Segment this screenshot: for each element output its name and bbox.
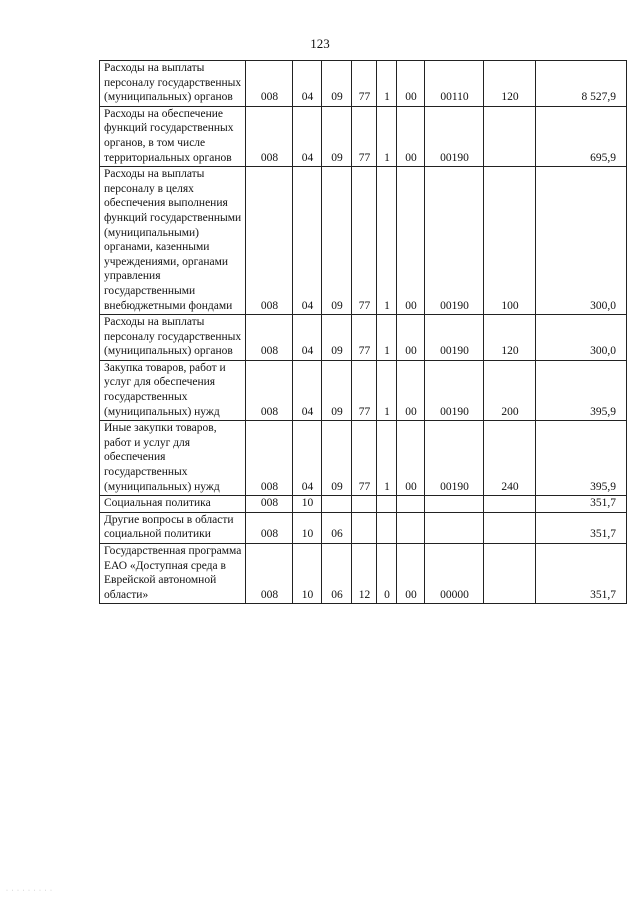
- cell-program: 77: [352, 421, 377, 496]
- cell-activity: 00: [397, 544, 425, 604]
- cell-pr: 09: [322, 167, 352, 315]
- cell-direction: 00190: [425, 421, 484, 496]
- cell-ved: 008: [246, 544, 293, 604]
- table-row: [100, 421, 627, 496]
- cell-amount: 695,9: [536, 106, 627, 166]
- cell-program: 77: [352, 61, 377, 107]
- cell-program: 77: [352, 315, 377, 361]
- cell-ved: 008: [246, 315, 293, 361]
- cell-pr: 09: [322, 421, 352, 496]
- cell-vr: 200: [484, 360, 536, 420]
- cell-subprogram: 1: [377, 167, 397, 315]
- cell-vr: [484, 544, 536, 604]
- cell-rz: 04: [293, 315, 322, 361]
- cell-program: 77: [352, 167, 377, 315]
- cell-direction: [425, 512, 484, 543]
- cell-amount: 300,0: [536, 315, 627, 361]
- cell-pr: 09: [322, 315, 352, 361]
- cell-pr: 06: [322, 512, 352, 543]
- cell-vr: 120: [484, 315, 536, 361]
- cell-amount: 351,7: [536, 544, 627, 604]
- cell-program: 77: [352, 360, 377, 420]
- cell-subprogram: [377, 496, 397, 513]
- row-name: Расходы на выплаты персоналу государственных (муниципальных) органов: [100, 315, 246, 361]
- cell-vr: [484, 512, 536, 543]
- cell-activity: [397, 512, 425, 543]
- cell-ved: 008: [246, 61, 293, 107]
- cell-rz: 04: [293, 360, 322, 420]
- cell-amount: 351,7: [536, 512, 627, 543]
- cell-vr: 120: [484, 61, 536, 107]
- table-row: [100, 167, 627, 315]
- cell-activity: 00: [397, 61, 425, 107]
- cell-direction: [425, 496, 484, 513]
- table-row: [100, 496, 627, 513]
- row-name: Иные закупки товаров, работ и услуг для обеспечения государственных (муниципальных) нужд: [100, 421, 246, 496]
- cell-ved: 008: [246, 167, 293, 315]
- cell-rz: 04: [293, 106, 322, 166]
- cell-amount: 395,9: [536, 421, 627, 496]
- cell-rz: 10: [293, 512, 322, 543]
- cell-vr: 100: [484, 167, 536, 315]
- row-name: Социальная политика: [100, 496, 246, 513]
- cell-direction: 00190: [425, 167, 484, 315]
- budget-table: [99, 60, 627, 604]
- cell-pr: 09: [322, 360, 352, 420]
- cell-activity: 00: [397, 315, 425, 361]
- cell-vr: [484, 496, 536, 513]
- cell-rz: 10: [293, 496, 322, 513]
- row-name: Закупка товаров, работ и услуг для обеспечения государственных (муниципальных) нужд: [100, 360, 246, 420]
- cell-subprogram: 0: [377, 544, 397, 604]
- cell-ved: 008: [246, 106, 293, 166]
- cell-subprogram: [377, 512, 397, 543]
- cell-program: [352, 512, 377, 543]
- cell-activity: [397, 496, 425, 513]
- table-row: [100, 106, 627, 166]
- cell-activity: 00: [397, 106, 425, 166]
- cell-pr: [322, 496, 352, 513]
- cell-activity: 00: [397, 360, 425, 420]
- cell-amount: 8 527,9: [536, 61, 627, 107]
- table-row: [100, 315, 627, 361]
- cell-amount: 351,7: [536, 496, 627, 513]
- cell-activity: 00: [397, 167, 425, 315]
- cell-ved: 008: [246, 496, 293, 513]
- cell-subprogram: 1: [377, 106, 397, 166]
- cell-direction: 00190: [425, 315, 484, 361]
- row-name: Государственная программа ЕАО «Доступная среда в Еврейской автономной области»: [100, 544, 246, 604]
- table-row: [100, 512, 627, 543]
- cell-program: [352, 496, 377, 513]
- cell-direction: 00190: [425, 360, 484, 420]
- cell-activity: 00: [397, 421, 425, 496]
- scan-mark: · · · · · · · · ·: [6, 888, 53, 894]
- cell-vr: [484, 106, 536, 166]
- cell-ved: 008: [246, 512, 293, 543]
- cell-rz: 04: [293, 167, 322, 315]
- cell-rz: 10: [293, 544, 322, 604]
- row-name: Другие вопросы в области социальной политики: [100, 512, 246, 543]
- cell-rz: 04: [293, 61, 322, 107]
- table-row: [100, 61, 627, 107]
- cell-subprogram: 1: [377, 61, 397, 107]
- cell-pr: 09: [322, 61, 352, 107]
- cell-program: 12: [352, 544, 377, 604]
- cell-amount: 395,9: [536, 360, 627, 420]
- row-name: Расходы на выплаты персоналу в целях обеспечения выполнения функций государственными (муниципальными) органами, казенными учреждениями, органами управления государственными внебюджетными фондами: [100, 167, 246, 315]
- cell-amount: 300,0: [536, 167, 627, 315]
- cell-rz: 04: [293, 421, 322, 496]
- cell-direction: 00110: [425, 61, 484, 107]
- row-name: Расходы на обеспечение функций государственных органов, в том числе территориальных органов: [100, 106, 246, 166]
- cell-direction: 00190: [425, 106, 484, 166]
- row-name: Расходы на выплаты персоналу государственных (муниципальных) органов: [100, 61, 246, 107]
- table-row: [100, 360, 627, 420]
- cell-subprogram: 1: [377, 421, 397, 496]
- cell-program: 77: [352, 106, 377, 166]
- cell-pr: 09: [322, 106, 352, 166]
- page-number: 123: [310, 36, 330, 51]
- table-row: [100, 544, 627, 604]
- cell-subprogram: 1: [377, 360, 397, 420]
- cell-pr: 06: [322, 544, 352, 604]
- cell-ved: 008: [246, 421, 293, 496]
- cell-direction: 00000: [425, 544, 484, 604]
- cell-vr: 240: [484, 421, 536, 496]
- cell-ved: 008: [246, 360, 293, 420]
- cell-subprogram: 1: [377, 315, 397, 361]
